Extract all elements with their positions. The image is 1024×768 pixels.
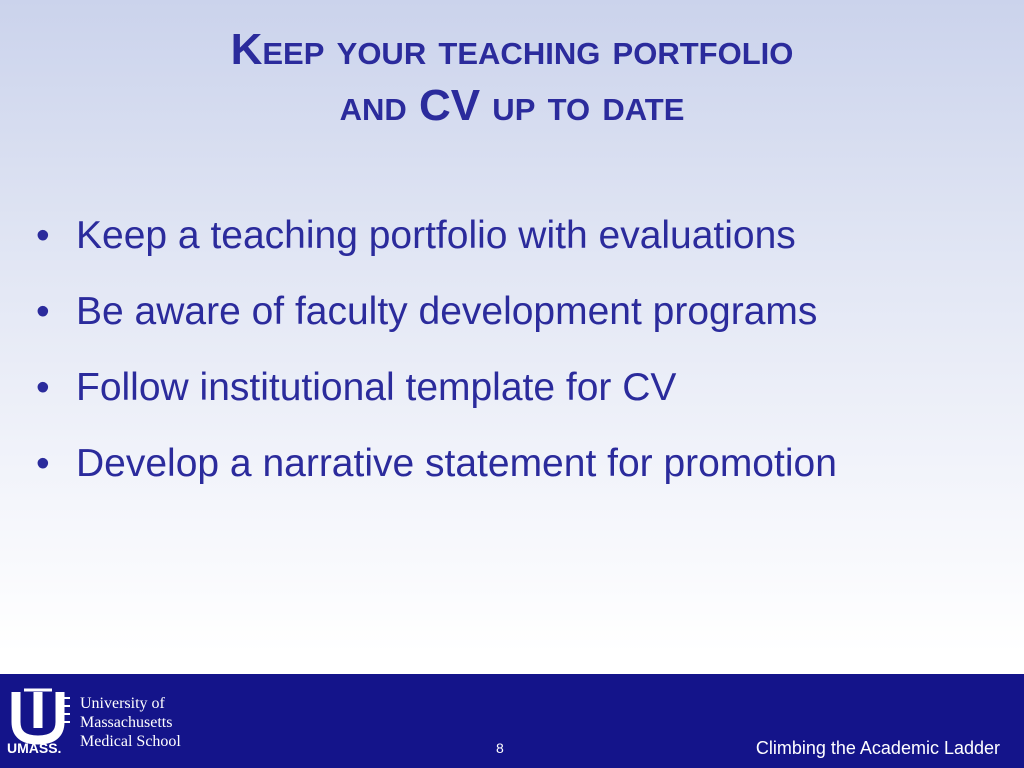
- institution-line-1: University of: [80, 695, 165, 712]
- umass-logo-icon: [8, 688, 74, 746]
- institution-name: [80, 694, 181, 751]
- umass-wordmark: UMASS.: [7, 740, 62, 756]
- bullet-item-3: [30, 360, 1010, 436]
- bullet-marker: •: [36, 214, 50, 257]
- bullet-text: Follow institutional template for CV: [76, 366, 677, 409]
- slide-title: [0, 22, 1024, 134]
- slide-title-line-1: Keep your teaching portfolio: [230, 25, 794, 74]
- footer-bar: [0, 674, 1024, 768]
- bullet-item-4: [30, 436, 1010, 512]
- bullet-item-1: [30, 208, 1010, 284]
- institution-line-2: Massachusetts: [80, 714, 173, 731]
- slide-title-line-2: and CV up to date: [339, 81, 685, 130]
- bullet-text: Be aware of faculty development programs: [76, 290, 818, 333]
- bullet-marker: •: [36, 442, 50, 485]
- bullet-text: Keep a teaching portfolio with evaluations: [76, 214, 796, 257]
- bullet-marker: •: [36, 290, 50, 333]
- presentation-title: Climbing the Academic Ladder: [755, 738, 1000, 758]
- bullet-marker: •: [36, 366, 50, 409]
- bullet-list: [30, 208, 1010, 512]
- page-number: 8: [496, 740, 504, 756]
- bullet-text: Develop a narrative statement for promotion: [76, 442, 837, 485]
- bullet-item-2: [30, 284, 1010, 360]
- institution-line-3: Medical School: [80, 733, 181, 750]
